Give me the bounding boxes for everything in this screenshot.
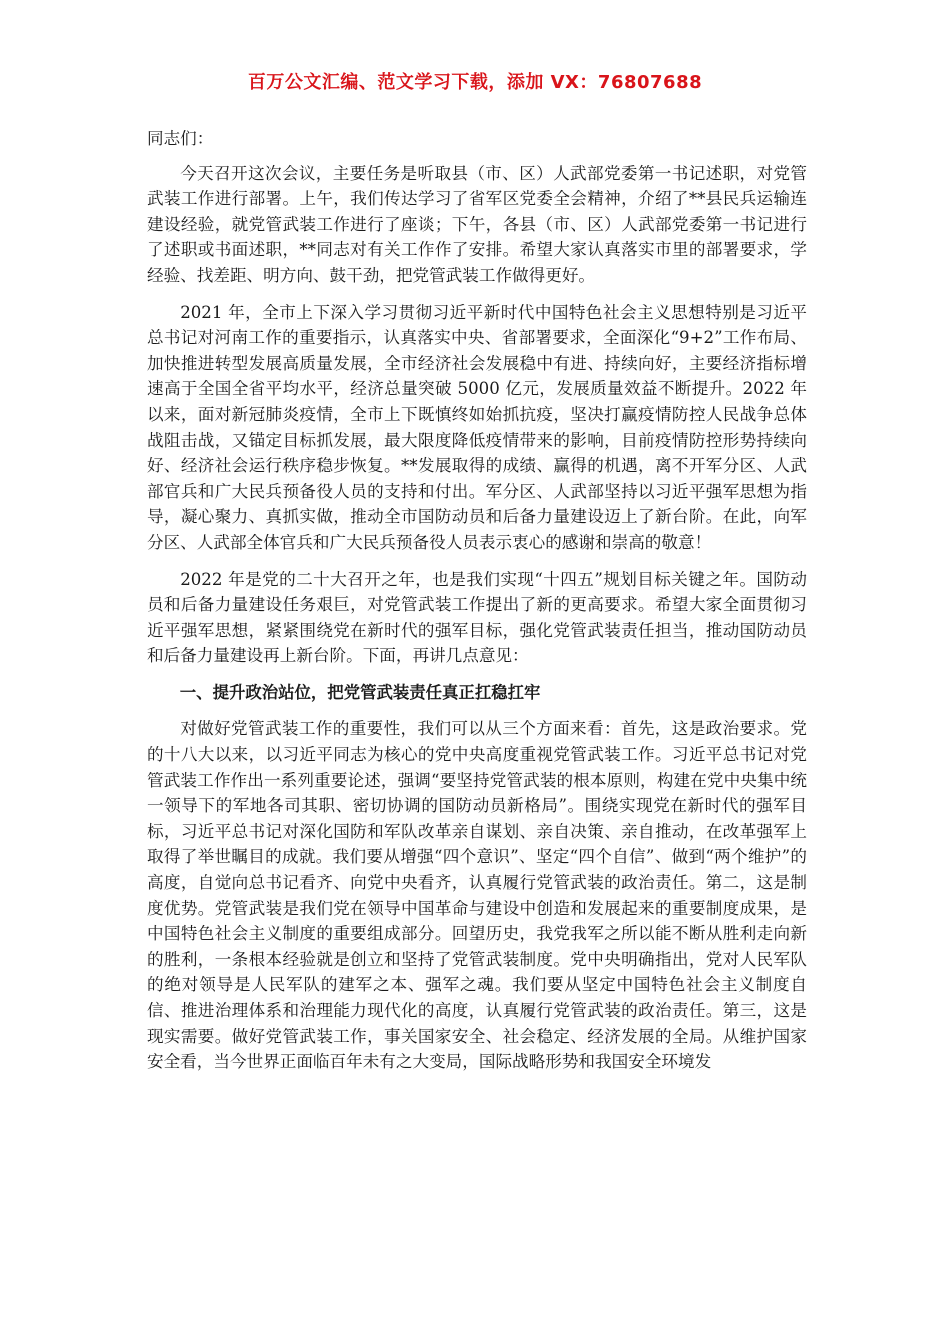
document-body [147, 126, 807, 1086]
paragraph-2021-review: 2021 年，全市上下深入学习贯彻习近平新时代中国特色社会主义思想特别是习近平总书记对河南工作的重要指示，认真落实中央、省部署要求，全面深化“9+2”工作布局、加快推进转型发展高质量发展，全市经济社会发展稳中有进、持续向好，主要经济指标增速高于全国全省平均水平，经济总量突破 5000 亿元，发展质量效益不断提升。2022 年以来，面对新冠肺炎疫情，全市上下既慎终如始抓抗疫，坚决打赢疫情防控人民战争总体战阻击战，又锚定目标抓发展，最大限度降低疫情带来的影响，目前疫情防控形势持续向好、经济社会运行秩序稳步恢复。**发展取得的成绩、赢得的机遇，离不开军分区、人武部官兵和广大民兵预备役人员的支持和付出。军分区、人武部坚持以习近平强军思想为指导，凝心聚力、真抓实做，推动全市国防动员和后备力量建设迈上了新台阶。在此，向军分区、人武部全体官兵和广大民兵预备役人员表示衷心的感谢和崇高的敬意！ [147, 302, 807, 552]
paragraph-section-1: 对做好党管武装工作的重要性，我们可以从三个方面来看：首先，这是政治要求。党的十八大以来，以习近平同志为核心的党中央高度重视党管武装工作。习近平总书记对党管武装工作作出一系列重要论述，强调“要坚持党管武装的根本原则，构建在党中央集中统一领导下的军地各司其职、密切协调的国防动员新格局”。围绕实现党在新时代的强军目标，习近平总书记对深化国防和军队改革亲自谋划、亲自决策、亲自推动，在改革强军上取得了举世瞩目的成就。我们要从增强“四个意识”、坚定“四个自信”、做到“两个维护”的高度，自觉向总书记看齐、向党中央看齐，认真履行党管武装的政治责任。第二，这是制度优势。党管武装是我们党在领导中国革命与建设中创造和发展起来的重要制度成果，是中国特色社会主义制度的重要组成部分。回望历史，我党我军之所以能不断从胜利走向新的胜利，一条根本经验就是创立和坚持了党管武装制度。党中央明确指出，党对人民军队的绝对领导是人民军队的建军之本、强军之魂。我们要从坚定中国特色社会主义制度自信、推进治理体系和治理能力现代化的高度，认真履行党管武装的政治责任。第三，这是现实需要。做好党管武装工作，事关国家安全、社会稳定、经济发展的全局。从维护国家安全看，当今世界正面临百年未有之大变局，国际战略形势和我国安全环境发 [147, 719, 807, 1072]
header-banner: 百万公文汇编、范文学习下载，添加 VX：76807688 [247, 72, 703, 93]
paragraph-2022-outlook: 2022 年是党的二十大召开之年，也是我们实现“十四五”规划目标关键之年。国防动员和后备力量建设任务艰巨，对党管武装工作提出了新的更高要求。希望大家全面贯彻习近平强军思想，紧紧围绕党在新时代的强军目标，强化党管武装责任担当，推动国防动员和后备力量建设再上新台阶。下面，再讲几点意见： [147, 569, 807, 666]
section-heading-1: 一、提升政治站位，把党管武装责任真正扛稳扛牢 [179, 682, 541, 702]
salutation: 同志们： [147, 129, 214, 148]
paragraph-intro: 今天召开这次会议，主要任务是听取县（市、区）人武部党委第一书记述职，对党管武装工作进行部署。上午，我们传达学习了省军区党委全会精神，介绍了**县民兵运输连建设经验，就党管武装工作进行了座谈；下午，各县（市、区）人武部党委第一书记进行了述职或书面述职，**同志对有关工作作了安排。希望大家认真落实市里的部署要求，学经验、找差距、明方向、鼓干劲，把党管武装工作做得更好。 [147, 163, 807, 285]
